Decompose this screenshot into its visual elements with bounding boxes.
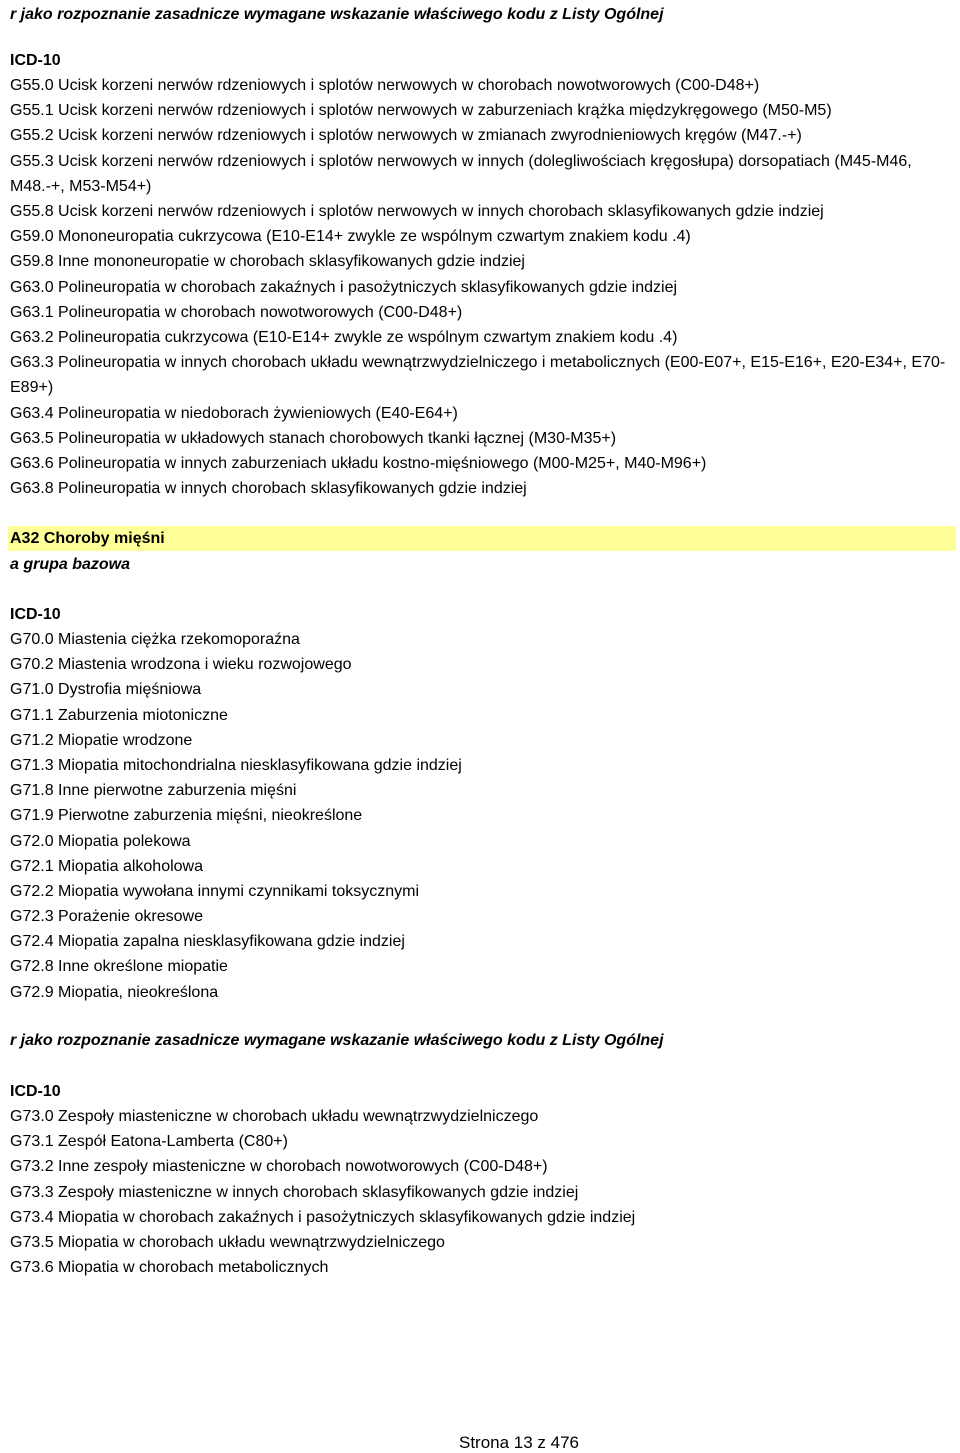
list-item: G70.0 Miastenia ciężka rzekomoporaźna: [10, 631, 300, 648]
top-note: r jako rozpoznanie zasadnicze wymagane wskazanie właściwego kodu z Listy Ogólnej: [10, 6, 664, 23]
list-item: G63.3 Polineuropatia w innych chorobach układu wewnątrzwydzielniczego i metabolicznych (E00-E07+, E15-E16+, E20-E34+, E70-E89+): [10, 354, 946, 397]
list-item: G63.5 Polineuropatia w układowych stanach chorobowych tkanki łącznej (M30-M35+): [10, 429, 617, 447]
list-item: G55.8 Ucisk korzeni nerwów rdzeniowych i splotów nerwowych w innych chorobach sklasyfikowanych gdzie indziej: [10, 202, 824, 220]
list-item: G73.1 Zespół Eatona-Lamberta (C80+): [10, 1133, 288, 1151]
list-item: G55.3 Ucisk korzeni nerwów rdzeniowych i splotów nerwowych w innych (dolegliwościach kręgosłupa) dorsopatiach (M45-M46, M48.-+, M53-M54+): [10, 152, 912, 195]
icd-heading-2: ICD-10: [10, 606, 61, 623]
list-item: G72.8 Inne określone miopatie: [10, 958, 228, 976]
list-item: G73.3 Zespoły miasteniczne w innych chorobach sklasyfikowanych gdzie indziej: [10, 1183, 579, 1201]
list-item: G63.0 Polineuropatia w chorobach zakaźnych i pasożytniczych sklasyfikowanych gdzie indziej: [10, 278, 678, 296]
list-item: G63.4 Polineuropatia w niedoborach żywieniowych (E40-E64+): [10, 404, 458, 422]
list-item: G55.1 Ucisk korzeni nerwów rdzeniowych i splotów nerwowych w zaburzeniach krążka międzykręgowego (M50-M5): [10, 102, 832, 120]
list-item: G63.6 Polineuropatia w innych zaburzeniach układu kostno-mięśniowego (M00-M25+, M40-M96+): [10, 454, 707, 472]
list-item: G73.2 Inne zespoły miasteniczne w chorobach nowotworowych (C00-D48+): [10, 1158, 548, 1176]
list-item: G73.5 Miopatia w chorobach układu wewnątrzwydzielniczego: [10, 1233, 445, 1251]
list-item: G73.6 Miopatia w chorobach metabolicznych: [10, 1259, 329, 1277]
list-item: G63.8 Polineuropatia w innych chorobach sklasyfikowanych gdzie indziej: [10, 480, 527, 498]
bottom-note: r jako rozpoznanie zasadnicze wymagane wskazanie właściwego kodu z Listy Ogólnej: [10, 1032, 664, 1049]
icd-heading-3: ICD-10: [10, 1083, 61, 1100]
list-item: G73.0 Zespoły miasteniczne w chorobach układu wewnątrzwydzielniczego: [10, 1108, 539, 1125]
list-item: G71.0 Dystrofia mięśniowa: [10, 681, 202, 699]
list-item: G71.2 Miopatie wrodzone: [10, 731, 193, 749]
list-item: G63.2 Polineuropatia cukrzycowa (E10-E14+ zwykle ze wspólnym czwartym znakiem kodu .4): [10, 328, 678, 346]
list-item: G72.2 Miopatia wywołana innymi czynnikami toksycznymi: [10, 882, 420, 900]
code-list-1: [10, 73, 952, 501]
list-item: G72.3 Porażenie okresowe: [10, 908, 203, 926]
list-item: G72.0 Miopatia polekowa: [10, 832, 191, 850]
list-item: G63.1 Polineuropatia w chorobach nowotworowych (C00-D48+): [10, 303, 463, 321]
list-item: G72.1 Miopatia alkoholowa: [10, 857, 204, 875]
code-list-2: [10, 627, 952, 1005]
section-title: A32 Choroby mięśni: [10, 530, 165, 547]
list-item: G72.9 Miopatia, nieokreślona: [10, 983, 219, 1001]
section-subtitle: a grupa bazowa: [10, 556, 131, 573]
list-item: G71.8 Inne pierwotne zaburzenia mięśni: [10, 782, 297, 800]
list-item: G55.0 Ucisk korzeni nerwów rdzeniowych i splotów nerwowych w chorobach nowotworowych (C00-D48+): [10, 77, 760, 94]
list-item: G59.0 Mononeuropatia cukrzycowa (E10-E14+ zwykle ze wspólnym czwartym znakiem kodu .4): [10, 228, 691, 246]
list-item: G73.4 Miopatia w chorobach zakaźnych i pasożytniczych sklasyfikowanych gdzie indziej: [10, 1208, 636, 1226]
page-number: Strona 13 z 476: [458, 1433, 580, 1452]
list-item: G71.9 Pierwotne zaburzenia mięśni, nieokreślone: [10, 807, 363, 825]
list-item: G72.4 Miopatia zapalna niesklasyfikowana gdzie indziej: [10, 933, 405, 951]
list-item: G71.3 Miopatia mitochondrialna niesklasyfikowana gdzie indziej: [10, 756, 462, 774]
icd-heading-1: ICD-10: [10, 52, 61, 69]
list-item: G55.2 Ucisk korzeni nerwów rdzeniowych i splotów nerwowych w zmianach zwyrodnieniowych kręgów (M47.-+): [10, 127, 802, 145]
code-list-3: [10, 1104, 952, 1280]
list-item: G70.2 Miastenia wrodzona i wieku rozwojowego: [10, 656, 352, 674]
list-item: G59.8 Inne mononeuropatie w chorobach sklasyfikowanych gdzie indziej: [10, 253, 525, 271]
list-item: G71.1 Zaburzenia miotoniczne: [10, 706, 228, 724]
